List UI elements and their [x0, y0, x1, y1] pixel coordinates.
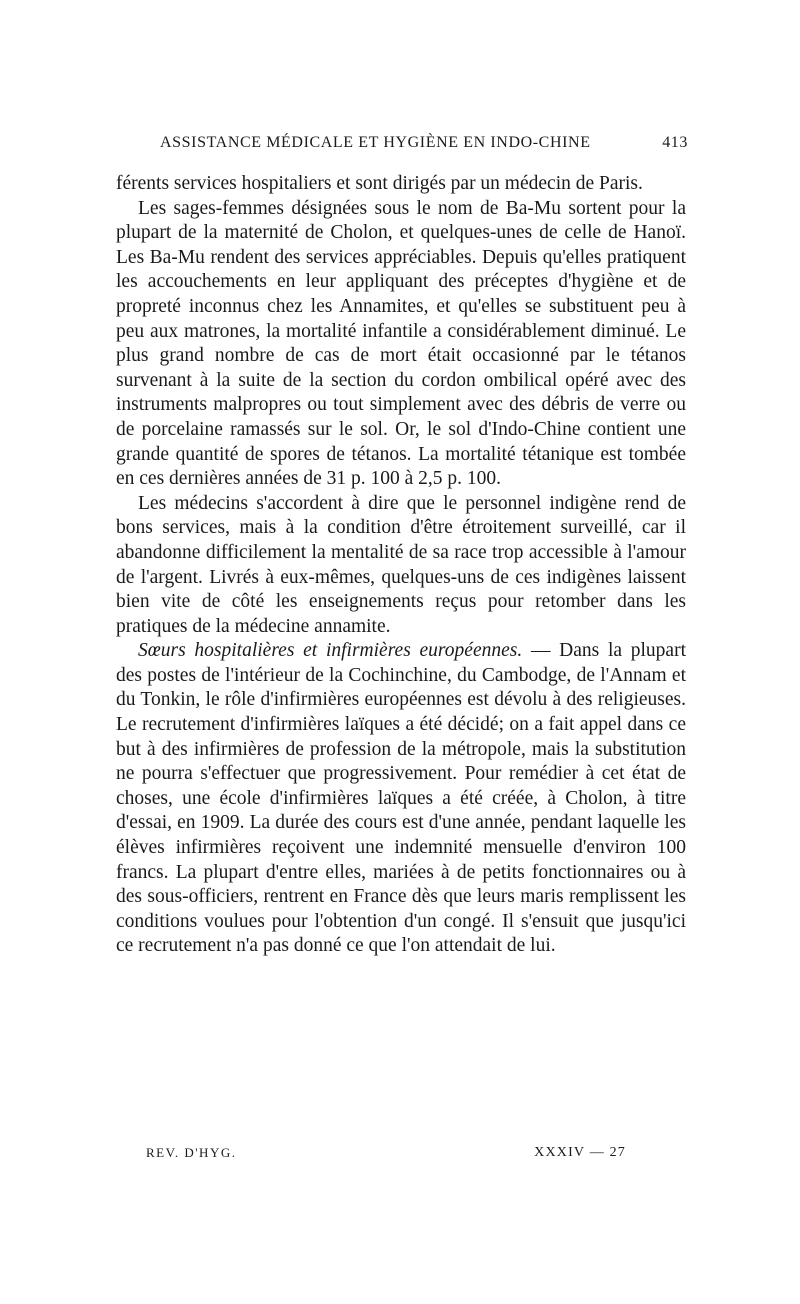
paragraph-sages-femmes: Les sages-femmes désignées sous le nom de Ba-Mu sortent pour la plupart de la maternité de Cholon, et quelques-unes de celle de Hanoï. Les Ba-Mu rendent des services appréciables. Depuis qu'elles pratiquent les accouchements en leur appliquant des préceptes d'hygiène et de propreté inconnus chez les Annamites, et qu'elles se substituent peu à peu aux matrones, la mortalité infantile a considérablement diminué. Le plus grand nombre de cas de mort était occasionné par le tétanos survenant à la suite de la section du cordon ombilical opéré avec des instruments malpropres ou tout simplement avec des débris de verre ou de porcelaine ramassés sur le sol. Or, le sol d'Indo-Chine contient une grande quantité de spores de tétanos. La mortalité tétanique est tombée en ces dernières années de 31 p. 100 à 2,5 p. 100. — [116, 197, 686, 490]
paragraph-soeurs-text: — Dans la plupart des postes de l'intérieur de la Cochinchine, du Cambodge, de l'Annam et du Tonkin, le rôle d'infirmières européennes est dévolu à des religieuses. Le recrutement d'infirmières laïques a été décidé; on a fait appel dans ce but à des infirmières de profession de la métropole, mais la substitution ne pourra s'effectuer que progressivement. Pour remédier à cet état de choses, une école d'infirmières laïques a été créée, à Cholon, à titre d'essai, en 1909. La durée des cours est d'une année, pendant laquelle les élèves infirmières reçoivent une indemnité mensuelle d'environ 100 francs. La plupart d'entre elles, mariées à de petits fonctionnaires ou à des sous-officiers, rentrent en France dès que leurs maris remplissent les conditions voulues pour l'obtention d'un congé. Il s'ensuit que jusqu'ici ce recrutement n'a pas donné ce que l'on attendait de lui. — [116, 640, 686, 957]
running-header — [160, 134, 688, 152]
section-heading: Sœurs hospitalières et infirmières européennes. — [138, 640, 523, 662]
body-text — [116, 172, 686, 959]
paragraph-continuation: férents services hospitaliers et sont dirigés par un médecin de Paris. — [116, 173, 643, 194]
journal-abbreviation: REV. D'HYG. — [146, 1145, 237, 1160]
signature-mark: XXXIV — 27 — [534, 1145, 626, 1160]
page-number: 413 — [662, 134, 688, 151]
page-footer — [146, 1145, 626, 1161]
paragraph-soeurs-infirmieres — [116, 639, 686, 959]
running-title: ASSISTANCE MÉDICALE ET HYGIÈNE EN INDO-CHINE — [160, 134, 591, 151]
paragraph-personnel-indigene: Les médecins s'accordent à dire que le personnel indigène rend de bons services, mais à la condition d'être étroitement surveillé, car il abandonne difficilement la mentalité de sa race trop accessible à l'amour de l'argent. Livrés à eux-mêmes, quelques-uns de ces indigènes laissent bien vite de côté les enseignements reçus pour retomber dans les pratiques de la médecine annamite. — [116, 492, 686, 637]
